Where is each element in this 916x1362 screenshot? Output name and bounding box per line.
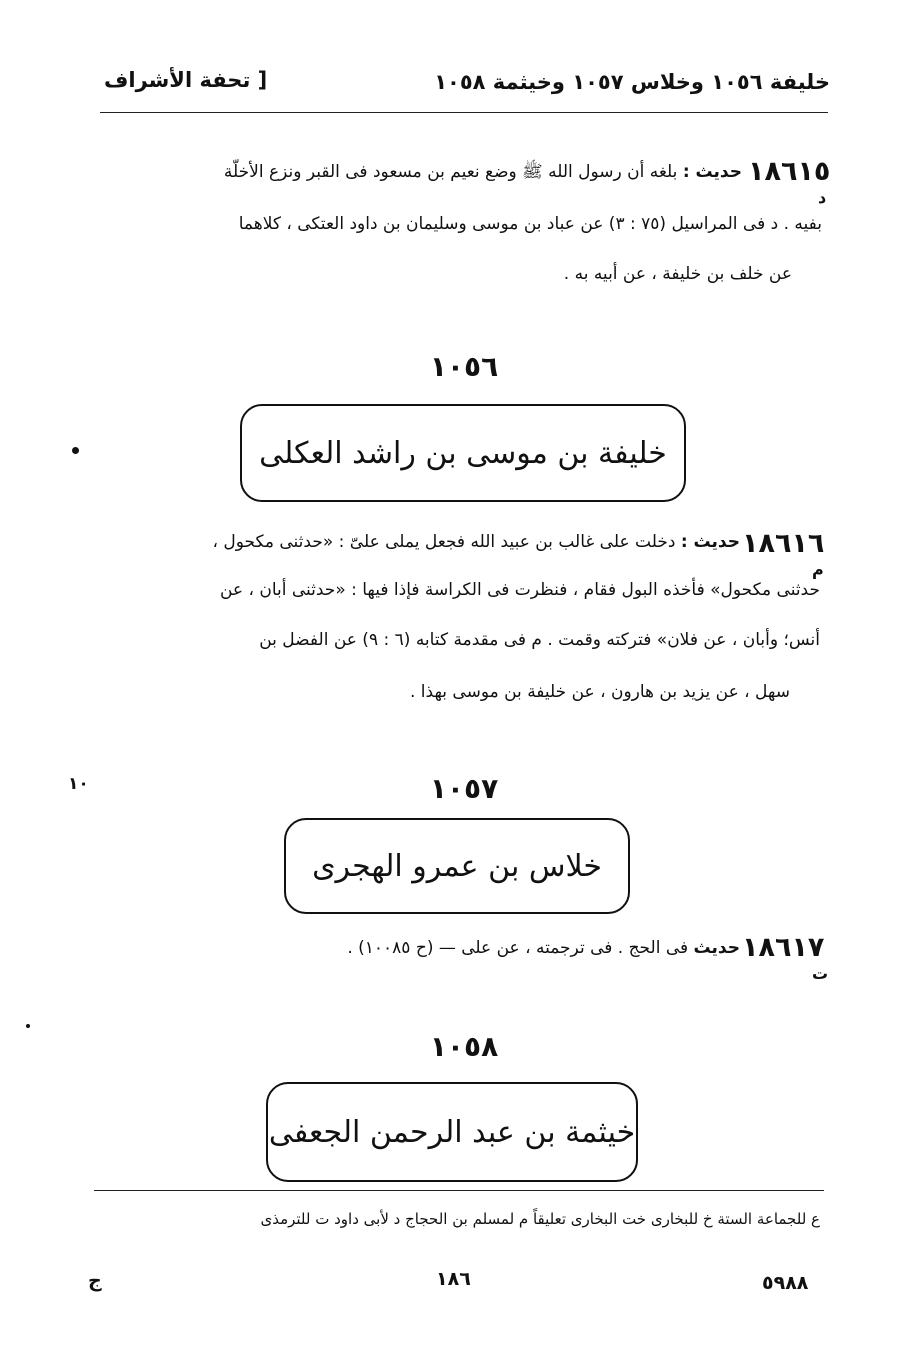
source-code: ت	[812, 964, 829, 983]
section-number: ١٠٥٨	[429, 1030, 499, 1063]
footnote-rule	[94, 1190, 824, 1191]
source-code: م	[812, 560, 824, 579]
hadith-text: فى الحج . فى ترجمته ، عن على — (ح ١٠٠٨٥) .	[347, 938, 689, 958]
hadith-line: بفيه . د فى المراسيل (٧٥ : ٣) عن عباد بن موسى وسليمان بن داود العتكى ، كلاهما	[238, 214, 822, 234]
narrator-name: خليفة بن موسى بن راشد العكلى	[259, 435, 667, 471]
hadith-text: بلغه أن رسول الله ﷺ وضع نعيم بن مسعود فى القبر ونزع الأخلّة	[223, 162, 678, 182]
footer-left: ج	[88, 1270, 102, 1292]
hadith-line	[100, 530, 740, 554]
hadith-lead: حديث :	[680, 532, 740, 552]
section-number: ١٠٥٧	[429, 772, 499, 805]
hadith-lead: حديث	[693, 938, 740, 958]
hadith-line: عن خلف بن خليفة ، عن أبيه به .	[563, 264, 792, 284]
hadith-lead: حديث :	[682, 162, 742, 182]
hadith-number: ١٨٦١٦	[742, 528, 825, 559]
narrator-title-frame	[266, 1082, 638, 1182]
abbreviation-key: ع للجماعة الستة خ للبخارى خت البخارى تعليقاً م لمسلم بن الحجاج د لأبى داود ت للترمذى	[260, 1210, 820, 1228]
hadith-line: حدثنى مكحول» فأخذه البول فقام ، فنظرت فى الكراسة فإذا فيها : «حدثنى أبان ، عن	[219, 580, 820, 600]
header-rule	[100, 112, 828, 113]
hadith-number: ١٨٦١٧	[742, 932, 825, 963]
hadith-line	[220, 936, 740, 960]
narrator-title-frame	[284, 818, 630, 914]
source-code: د	[818, 188, 827, 207]
running-head-book-title: [ تحفة الأشراف	[104, 68, 268, 92]
margin-line-number: ١٠	[68, 774, 89, 794]
hadith-line	[102, 160, 742, 184]
hadith-line: أنس؛ وأبان ، عن فلان» فتركته وقمت . م فى مقدمة كتابه (٦ : ٩) عن الفضل بن	[259, 630, 820, 650]
page-number: ١٨٦	[436, 1268, 471, 1290]
running-head-sections: خليفة ١٠٥٦ وخلاس ١٠٥٧ وخيثمة ١٠٥٨	[434, 70, 830, 94]
narrator-title-frame	[240, 404, 686, 502]
narrator-name: خيثمة بن عبد الرحمن الجعفى	[268, 1114, 636, 1150]
hadith-number: ١٨٦١٥	[748, 156, 831, 187]
hadith-line: سهل ، عن يزيد بن هارون ، عن خليفة بن موسى بهذا .	[409, 682, 790, 702]
margin-dot	[72, 447, 79, 454]
footer-right: ٥٩٨٨	[762, 1272, 809, 1294]
section-number: ١٠٥٦	[429, 350, 499, 383]
margin-dot	[26, 1024, 30, 1028]
narrator-name: خلاس بن عمرو الهجرى	[312, 848, 602, 884]
hadith-text: دخلت على غالب بن عبيد الله فجعل يملى علىّ : «حدثنى مكحول ،	[212, 532, 676, 552]
